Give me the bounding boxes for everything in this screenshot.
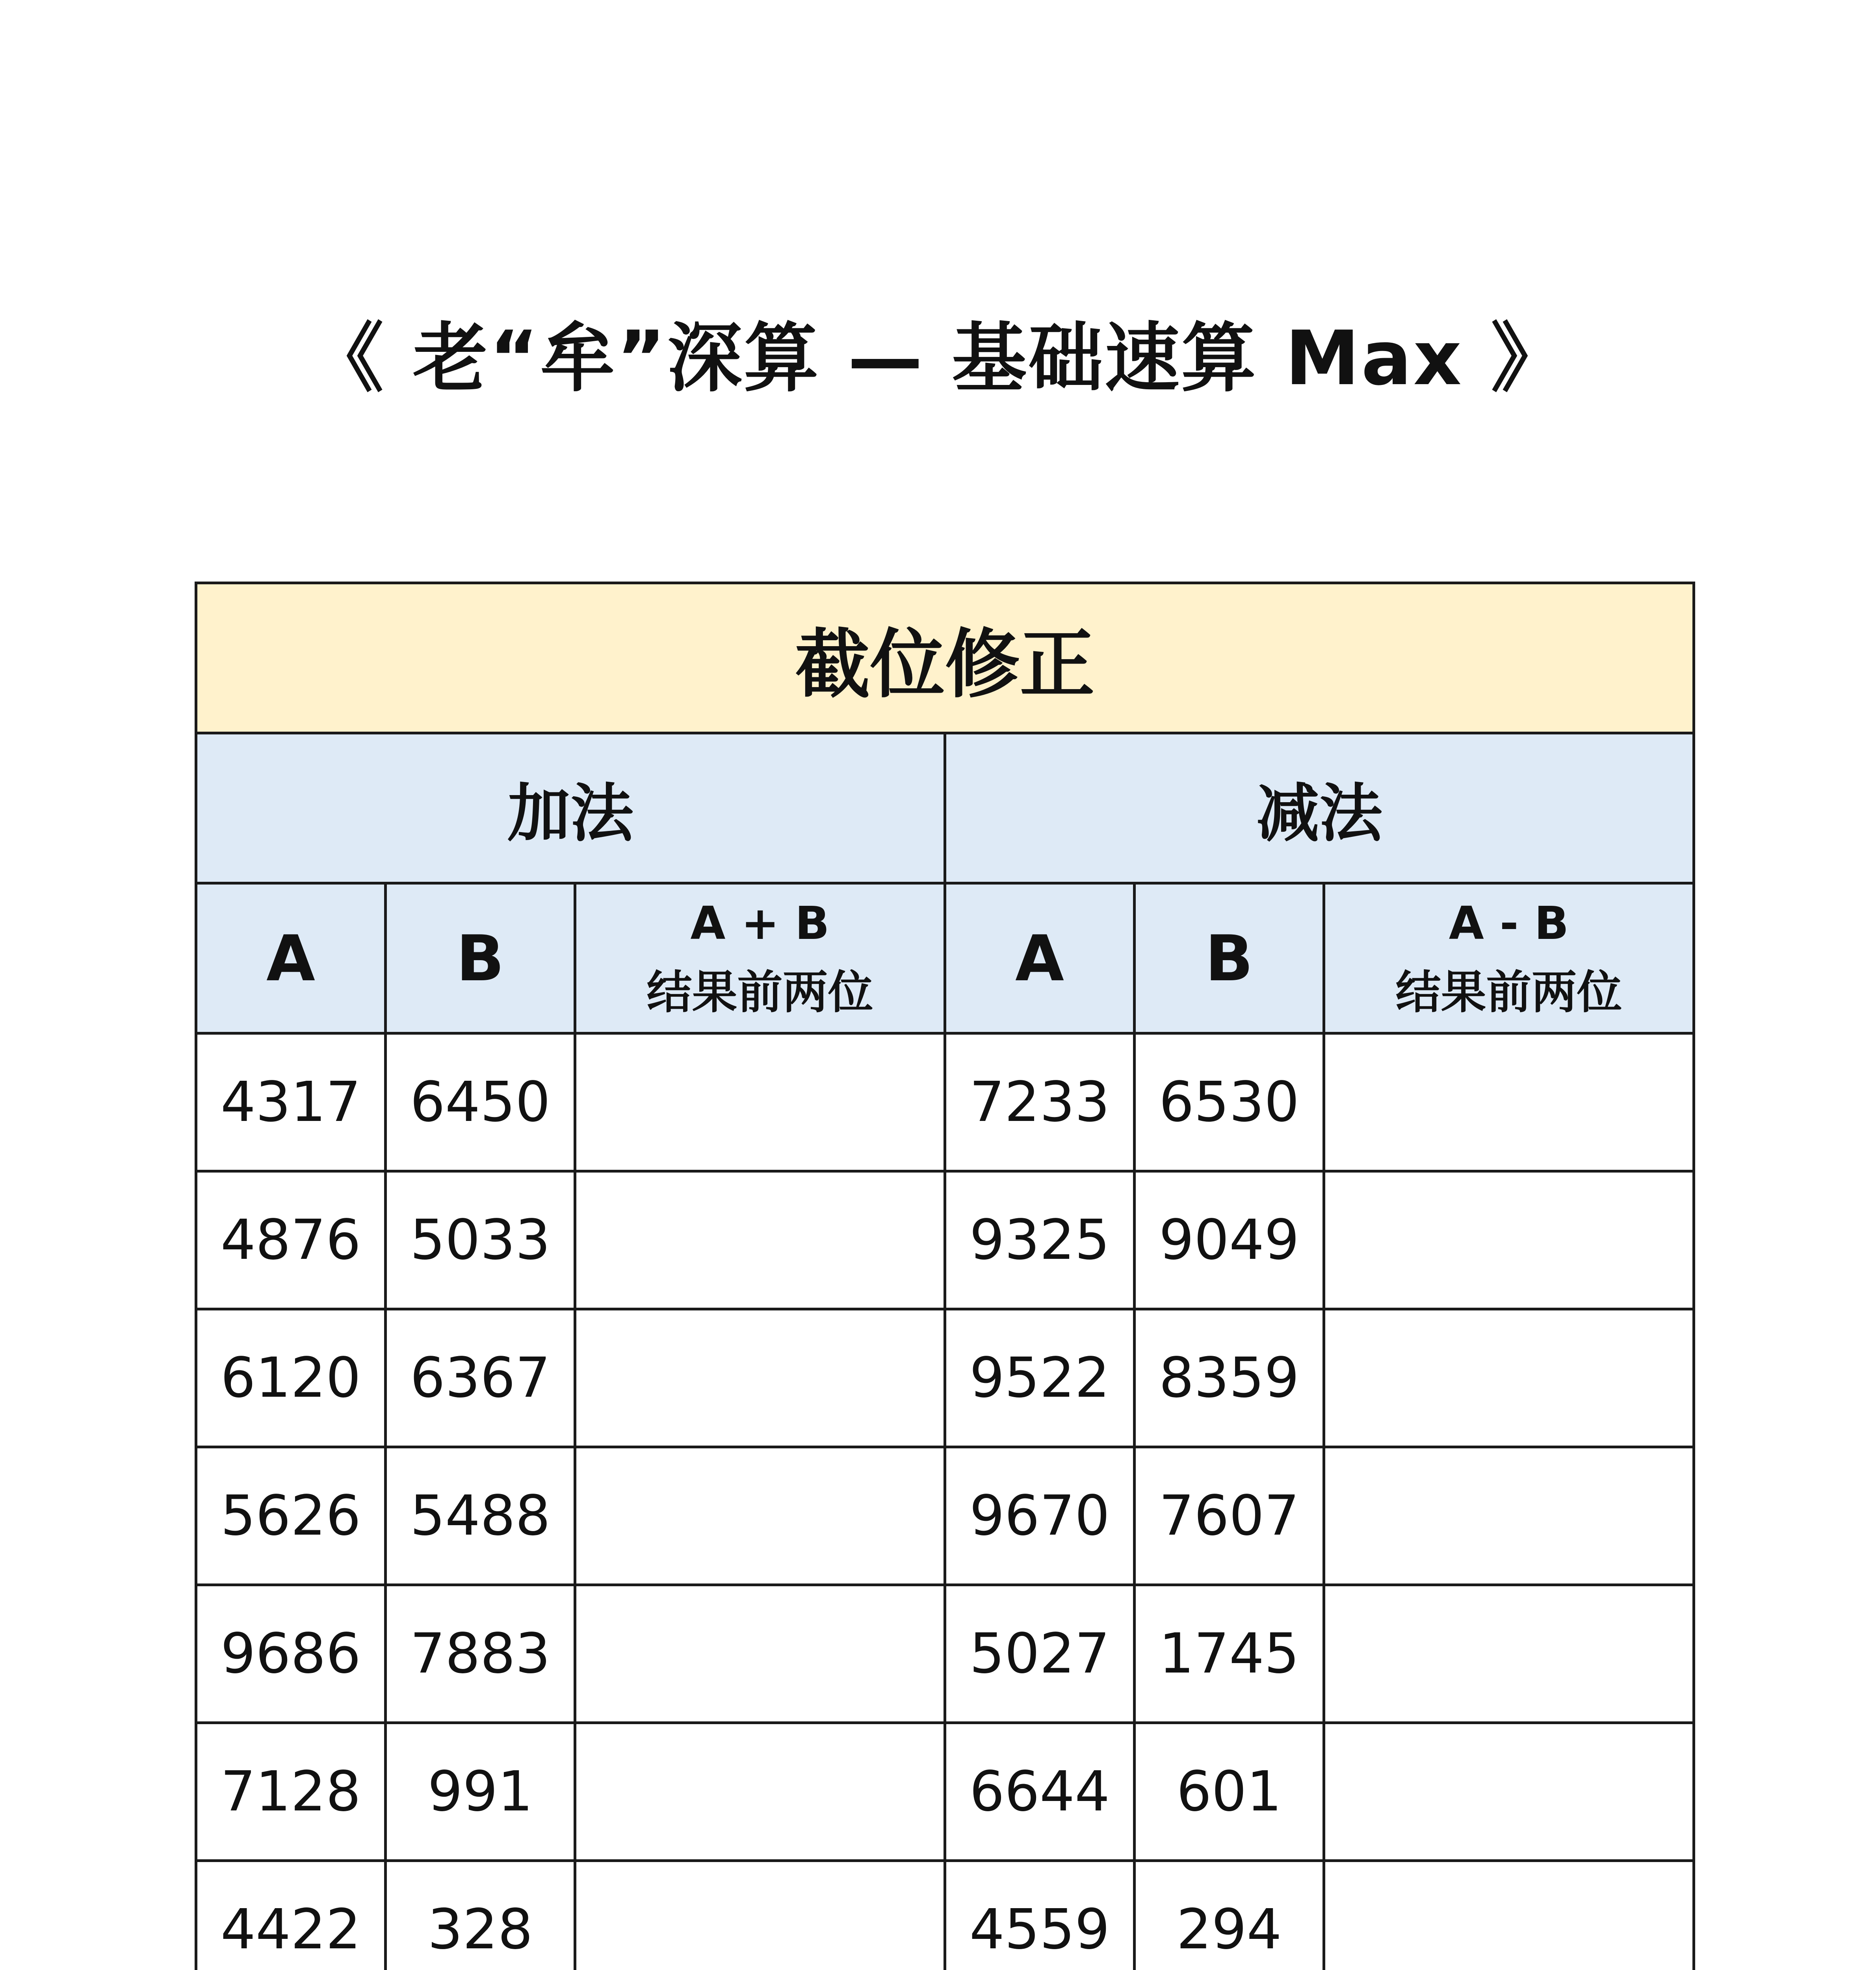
cell-sub-b: 601 xyxy=(1135,1723,1324,1861)
worksheet-body xyxy=(196,583,1694,1970)
cell-sub-b: 294 xyxy=(1135,1861,1324,1970)
column-header-add-b: B xyxy=(386,883,575,1033)
cell-add-b: 5033 xyxy=(386,1171,575,1309)
cell-sub-b: 1745 xyxy=(1135,1585,1324,1723)
cell-add-result xyxy=(575,1033,945,1171)
cell-sub-a: 7233 xyxy=(945,1033,1135,1171)
cell-add-b: 5488 xyxy=(386,1447,575,1585)
column-header-sub-result xyxy=(1324,883,1694,1033)
cell-sub-result xyxy=(1324,1585,1694,1723)
cell-sub-a: 9522 xyxy=(945,1309,1135,1447)
cell-add-a: 9686 xyxy=(196,1585,386,1723)
cell-add-a: 4422 xyxy=(196,1861,386,1970)
page-title: 《 老“牟”深算 — 基础速算 Max 》 xyxy=(308,315,1568,402)
cell-add-a: 5626 xyxy=(196,1447,386,1585)
cell-sub-a: 9325 xyxy=(945,1171,1135,1309)
cell-add-result xyxy=(575,1309,945,1447)
cell-add-b: 6450 xyxy=(386,1033,575,1171)
table-row xyxy=(196,1309,1694,1447)
column-header-add-result-formula: A + B xyxy=(690,897,830,950)
cell-sub-b: 8359 xyxy=(1135,1309,1324,1447)
column-header-sub-result-caption: 结果前两位 xyxy=(1395,966,1622,1019)
cell-sub-result xyxy=(1324,1723,1694,1861)
column-header-add-a: A xyxy=(196,883,386,1033)
cell-sub-b: 9049 xyxy=(1135,1171,1324,1309)
cell-add-a: 7128 xyxy=(196,1723,386,1861)
cell-sub-b: 7607 xyxy=(1135,1447,1324,1585)
table-row xyxy=(196,1585,1694,1723)
section-header-subtraction: 减法 xyxy=(945,733,1694,883)
cell-sub-a: 9670 xyxy=(945,1447,1135,1585)
cell-add-b: 6367 xyxy=(386,1309,575,1447)
table-title: 截位修正 xyxy=(196,583,1694,733)
column-header-sub-result-formula: A - B xyxy=(1449,897,1569,950)
section-header-row xyxy=(196,733,1694,883)
table-title-row xyxy=(196,583,1694,733)
cell-add-result xyxy=(575,1447,945,1585)
table-row xyxy=(196,1723,1694,1861)
cell-sub-b: 6530 xyxy=(1135,1033,1324,1171)
cell-add-b: 7883 xyxy=(386,1585,575,1723)
cell-sub-result xyxy=(1324,1309,1694,1447)
cell-add-b: 328 xyxy=(386,1861,575,1970)
column-header-row xyxy=(196,883,1694,1033)
table-row xyxy=(196,1447,1694,1585)
table-row xyxy=(196,1033,1694,1171)
cell-sub-a: 4559 xyxy=(945,1861,1135,1970)
table-row xyxy=(196,1861,1694,1970)
cell-add-a: 4317 xyxy=(196,1033,386,1171)
cell-add-result xyxy=(575,1171,945,1309)
cell-add-a: 6120 xyxy=(196,1309,386,1447)
cell-add-result xyxy=(575,1585,945,1723)
cell-sub-result xyxy=(1324,1033,1694,1171)
cell-sub-result xyxy=(1324,1171,1694,1309)
cell-sub-a: 5027 xyxy=(945,1585,1135,1723)
table-row xyxy=(196,1171,1694,1309)
column-header-add-result xyxy=(575,883,945,1033)
section-header-addition: 加法 xyxy=(196,733,945,883)
cell-add-b: 991 xyxy=(386,1723,575,1861)
column-header-add-result-caption: 结果前两位 xyxy=(646,966,873,1019)
column-header-sub-a: A xyxy=(945,883,1135,1033)
cell-add-result xyxy=(575,1723,945,1861)
cell-add-a: 4876 xyxy=(196,1171,386,1309)
worksheet-table xyxy=(195,582,1695,1970)
cell-sub-a: 6644 xyxy=(945,1723,1135,1861)
column-header-sub-b: B xyxy=(1135,883,1324,1033)
cell-add-result xyxy=(575,1861,945,1970)
cell-sub-result xyxy=(1324,1447,1694,1585)
cell-sub-result xyxy=(1324,1861,1694,1970)
